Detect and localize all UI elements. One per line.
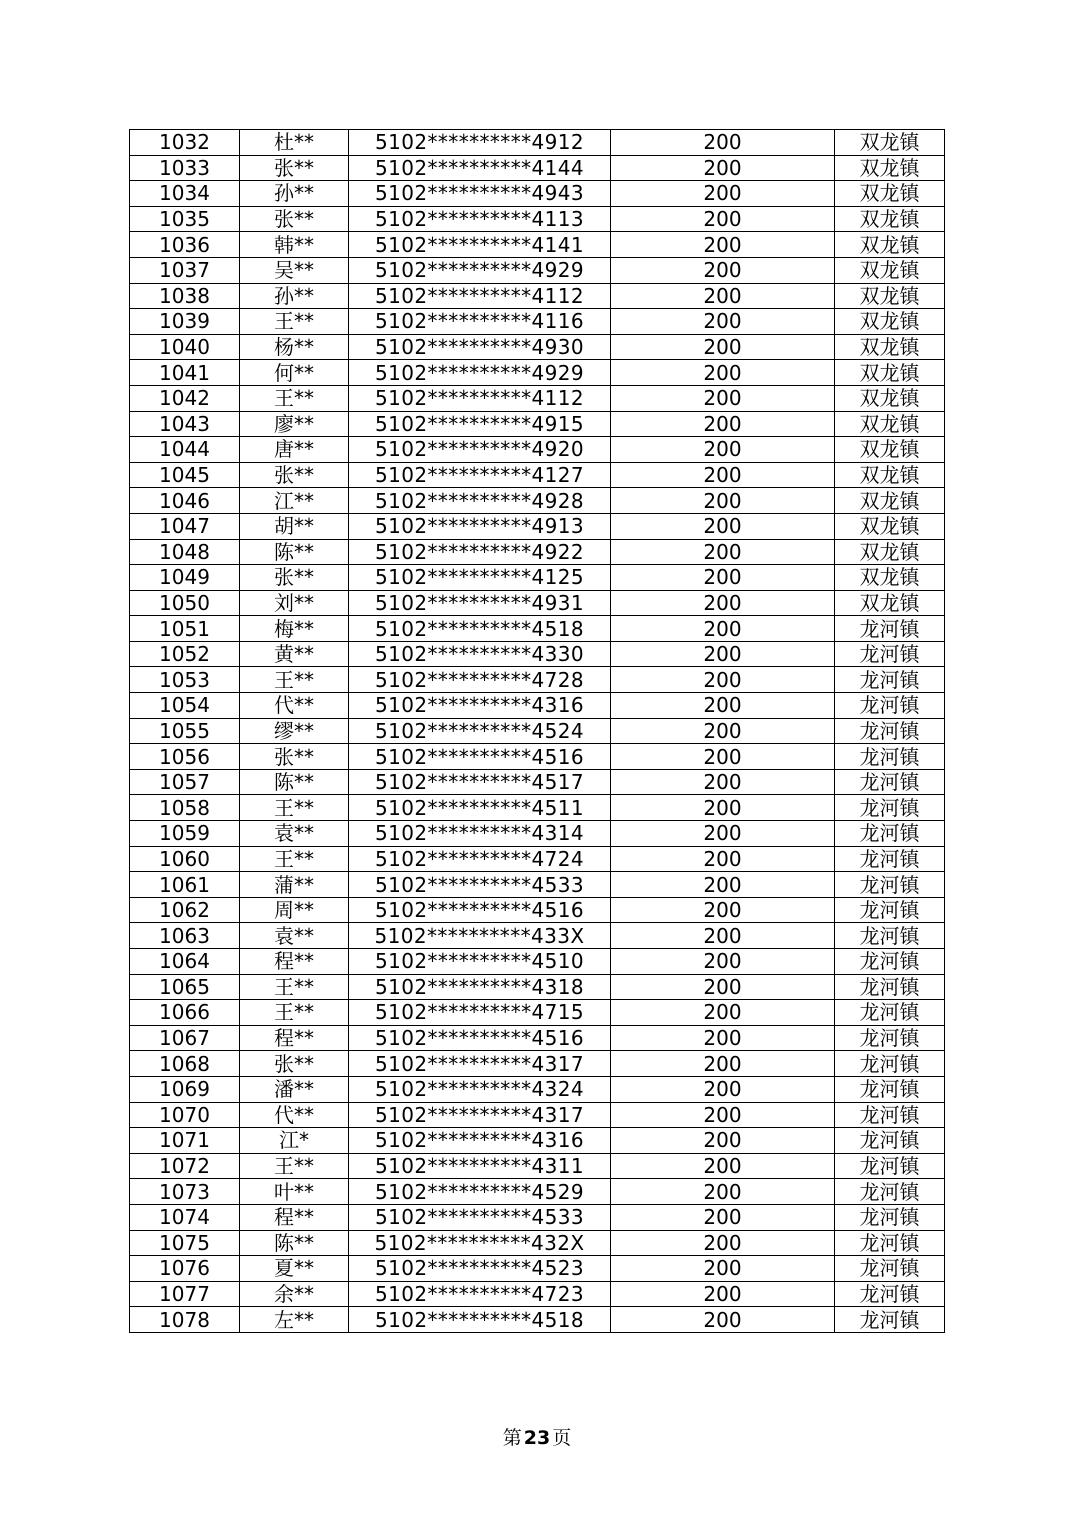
table-row (130, 1281, 945, 1307)
cell-number: 1039 (130, 309, 240, 335)
cell-town: 双龙镇 (835, 360, 945, 386)
cell-number: 1064 (130, 949, 240, 975)
cell-name: 代** (240, 1102, 349, 1128)
cell-name: 周** (240, 897, 349, 923)
cell-name: 蒲** (240, 872, 349, 898)
cell-amount: 200 (611, 360, 835, 386)
cell-amount: 200 (611, 1153, 835, 1179)
cell-name: 程** (240, 1025, 349, 1051)
cell-name: 江* (240, 1128, 349, 1154)
table-row (130, 513, 945, 539)
table-row (130, 411, 945, 437)
cell-id-number: 5102**********4529 (349, 1179, 611, 1205)
cell-amount: 200 (611, 1204, 835, 1230)
cell-id-number: 5102**********4510 (349, 949, 611, 975)
cell-id-number: 5102**********4723 (349, 1281, 611, 1307)
cell-amount: 200 (611, 1051, 835, 1077)
cell-name: 王** (240, 385, 349, 411)
cell-number: 1057 (130, 769, 240, 795)
cell-name: 杨** (240, 334, 349, 360)
cell-number: 1052 (130, 641, 240, 667)
table-row (130, 923, 945, 949)
cell-number: 1059 (130, 821, 240, 847)
table-row (130, 206, 945, 232)
table-row (130, 744, 945, 770)
cell-id-number: 5102**********4127 (349, 462, 611, 488)
cell-amount: 200 (611, 539, 835, 565)
cell-amount: 200 (611, 411, 835, 437)
cell-amount: 200 (611, 1076, 835, 1102)
cell-name: 吴** (240, 257, 349, 283)
cell-town: 龙河镇 (835, 769, 945, 795)
cell-name: 胡** (240, 513, 349, 539)
cell-id-number: 5102**********4523 (349, 1256, 611, 1282)
cell-town: 龙河镇 (835, 1102, 945, 1128)
table-row (130, 769, 945, 795)
cell-amount: 200 (611, 309, 835, 335)
table-row (130, 232, 945, 258)
cell-id-number: 5102**********4317 (349, 1102, 611, 1128)
cell-amount: 200 (611, 437, 835, 463)
cell-id-number: 5102**********4324 (349, 1076, 611, 1102)
cell-id-number: 5102**********4929 (349, 360, 611, 386)
cell-name: 张** (240, 565, 349, 591)
table-row (130, 181, 945, 207)
cell-id-number: 5102**********4317 (349, 1051, 611, 1077)
cell-number: 1047 (130, 513, 240, 539)
cell-name: 缪** (240, 718, 349, 744)
cell-amount: 200 (611, 846, 835, 872)
cell-id-number: 5102**********4728 (349, 667, 611, 693)
table-row (130, 641, 945, 667)
cell-town: 双龙镇 (835, 565, 945, 591)
cell-id-number: 5102**********4112 (349, 385, 611, 411)
cell-number: 1068 (130, 1051, 240, 1077)
cell-town: 龙河镇 (835, 641, 945, 667)
cell-name: 王** (240, 1000, 349, 1026)
cell-amount: 200 (611, 1025, 835, 1051)
cell-amount: 200 (611, 1230, 835, 1256)
cell-id-number: 5102**********4533 (349, 1204, 611, 1230)
cell-amount: 200 (611, 232, 835, 258)
table-row (130, 693, 945, 719)
cell-town: 双龙镇 (835, 539, 945, 565)
table-row (130, 155, 945, 181)
cell-name: 王** (240, 846, 349, 872)
cell-name: 何** (240, 360, 349, 386)
cell-number: 1036 (130, 232, 240, 258)
cell-amount: 200 (611, 462, 835, 488)
cell-id-number: 5102**********4533 (349, 872, 611, 898)
cell-name: 张** (240, 462, 349, 488)
table-row (130, 360, 945, 386)
cell-name: 唐** (240, 437, 349, 463)
cell-name: 张** (240, 1051, 349, 1077)
cell-amount: 200 (611, 1128, 835, 1154)
cell-town: 双龙镇 (835, 411, 945, 437)
cell-town: 龙河镇 (835, 949, 945, 975)
cell-number: 1061 (130, 872, 240, 898)
cell-town: 龙河镇 (835, 1256, 945, 1282)
cell-id-number: 5102**********4511 (349, 795, 611, 821)
cell-town: 龙河镇 (835, 1153, 945, 1179)
cell-town: 龙河镇 (835, 795, 945, 821)
cell-id-number: 5102**********4715 (349, 1000, 611, 1026)
cell-amount: 200 (611, 334, 835, 360)
cell-number: 1038 (130, 283, 240, 309)
cell-number: 1072 (130, 1153, 240, 1179)
cell-town: 龙河镇 (835, 1281, 945, 1307)
cell-name: 余** (240, 1281, 349, 1307)
cell-town: 双龙镇 (835, 385, 945, 411)
cell-id-number: 5102**********4724 (349, 846, 611, 872)
cell-number: 1067 (130, 1025, 240, 1051)
cell-number: 1066 (130, 1000, 240, 1026)
cell-name: 张** (240, 155, 349, 181)
cell-number: 1046 (130, 488, 240, 514)
cell-amount: 200 (611, 1000, 835, 1026)
cell-number: 1076 (130, 1256, 240, 1282)
cell-town: 双龙镇 (835, 232, 945, 258)
cell-town: 双龙镇 (835, 309, 945, 335)
cell-name: 王** (240, 667, 349, 693)
cell-amount: 200 (611, 641, 835, 667)
table-row (130, 897, 945, 923)
cell-id-number: 5102**********4518 (349, 616, 611, 642)
cell-town: 龙河镇 (835, 897, 945, 923)
cell-name: 左** (240, 1307, 349, 1333)
cell-number: 1071 (130, 1128, 240, 1154)
cell-number: 1032 (130, 130, 240, 156)
table-row (130, 1179, 945, 1205)
cell-id-number: 5102**********4518 (349, 1307, 611, 1333)
cell-number: 1044 (130, 437, 240, 463)
table-row (130, 334, 945, 360)
cell-id-number: 5102**********4524 (349, 718, 611, 744)
cell-id-number: 5102**********4311 (349, 1153, 611, 1179)
cell-number: 1060 (130, 846, 240, 872)
cell-town: 双龙镇 (835, 462, 945, 488)
cell-amount: 200 (611, 821, 835, 847)
cell-number: 1074 (130, 1204, 240, 1230)
cell-id-number: 5102**********4318 (349, 974, 611, 1000)
table-row (130, 974, 945, 1000)
cell-number: 1077 (130, 1281, 240, 1307)
table-row (130, 130, 945, 156)
table-row (130, 385, 945, 411)
cell-id-number: 5102**********4113 (349, 206, 611, 232)
table-row (130, 1307, 945, 1333)
cell-amount: 200 (611, 744, 835, 770)
cell-name: 潘** (240, 1076, 349, 1102)
cell-amount: 200 (611, 565, 835, 591)
cell-amount: 200 (611, 385, 835, 411)
cell-amount: 200 (611, 795, 835, 821)
cell-name: 程** (240, 949, 349, 975)
cell-town: 龙河镇 (835, 744, 945, 770)
cell-amount: 200 (611, 181, 835, 207)
table-row (130, 565, 945, 591)
table-row (130, 1076, 945, 1102)
cell-amount: 200 (611, 206, 835, 232)
cell-name: 代** (240, 693, 349, 719)
table-row (130, 1051, 945, 1077)
cell-amount: 200 (611, 130, 835, 156)
cell-amount: 200 (611, 1179, 835, 1205)
cell-id-number: 5102**********4141 (349, 232, 611, 258)
cell-number: 1063 (130, 923, 240, 949)
cell-id-number: 5102**********4943 (349, 181, 611, 207)
cell-id-number: 5102**********4915 (349, 411, 611, 437)
cell-name: 夏** (240, 1256, 349, 1282)
roster-table-body (130, 130, 945, 1333)
cell-name: 孙** (240, 283, 349, 309)
cell-town: 双龙镇 (835, 437, 945, 463)
cell-number: 1075 (130, 1230, 240, 1256)
cell-number: 1045 (130, 462, 240, 488)
cell-town: 双龙镇 (835, 513, 945, 539)
cell-id-number: 5102**********4928 (349, 488, 611, 514)
page-label-suffix: 页 (552, 1427, 572, 1449)
cell-id-number: 5102**********4929 (349, 257, 611, 283)
cell-number: 1056 (130, 744, 240, 770)
cell-id-number: 5102**********4930 (349, 334, 611, 360)
cell-id-number: 5102**********4144 (349, 155, 611, 181)
cell-town: 龙河镇 (835, 974, 945, 1000)
cell-id-number: 5102**********4125 (349, 565, 611, 591)
table-row (130, 437, 945, 463)
cell-name: 王** (240, 974, 349, 1000)
cell-number: 1041 (130, 360, 240, 386)
table-row (130, 949, 945, 975)
cell-town: 双龙镇 (835, 334, 945, 360)
cell-town: 龙河镇 (835, 1051, 945, 1077)
table-row (130, 488, 945, 514)
cell-name: 黄** (240, 641, 349, 667)
cell-number: 1035 (130, 206, 240, 232)
cell-id-number: 5102**********432X (349, 1230, 611, 1256)
cell-id-number: 5102**********4112 (349, 283, 611, 309)
table-row (130, 872, 945, 898)
cell-town: 龙河镇 (835, 1025, 945, 1051)
cell-amount: 200 (611, 1307, 835, 1333)
cell-amount: 200 (611, 693, 835, 719)
table-row (130, 1000, 945, 1026)
cell-town: 双龙镇 (835, 590, 945, 616)
cell-town: 龙河镇 (835, 846, 945, 872)
cell-town: 双龙镇 (835, 257, 945, 283)
cell-number: 1050 (130, 590, 240, 616)
cell-amount: 200 (611, 488, 835, 514)
cell-id-number: 5102**********4316 (349, 1128, 611, 1154)
cell-town: 龙河镇 (835, 1204, 945, 1230)
cell-name: 韩** (240, 232, 349, 258)
cell-town: 双龙镇 (835, 130, 945, 156)
cell-name: 陈** (240, 539, 349, 565)
cell-amount: 200 (611, 667, 835, 693)
page-label-prefix: 第 (502, 1427, 522, 1449)
cell-town: 双龙镇 (835, 488, 945, 514)
page-number: 23 (523, 1427, 551, 1449)
cell-id-number: 5102**********4922 (349, 539, 611, 565)
cell-number: 1055 (130, 718, 240, 744)
cell-town: 双龙镇 (835, 283, 945, 309)
table-row (130, 309, 945, 335)
cell-id-number: 5102**********4931 (349, 590, 611, 616)
cell-number: 1042 (130, 385, 240, 411)
cell-name: 梅** (240, 616, 349, 642)
cell-id-number: 5102**********4912 (349, 130, 611, 156)
table-row (130, 718, 945, 744)
cell-name: 王** (240, 795, 349, 821)
cell-town: 龙河镇 (835, 693, 945, 719)
cell-amount: 200 (611, 257, 835, 283)
cell-town: 龙河镇 (835, 1307, 945, 1333)
table-row (130, 1204, 945, 1230)
cell-amount: 200 (611, 769, 835, 795)
cell-number: 1069 (130, 1076, 240, 1102)
cell-id-number: 5102**********4516 (349, 744, 611, 770)
cell-town: 双龙镇 (835, 181, 945, 207)
cell-amount: 200 (611, 949, 835, 975)
cell-id-number: 5102**********433X (349, 923, 611, 949)
cell-id-number: 5102**********4516 (349, 897, 611, 923)
table-row (130, 283, 945, 309)
cell-name: 程** (240, 1204, 349, 1230)
table-row (130, 462, 945, 488)
cell-amount: 200 (611, 718, 835, 744)
cell-number: 1073 (130, 1179, 240, 1205)
cell-name: 王** (240, 309, 349, 335)
cell-town: 龙河镇 (835, 821, 945, 847)
cell-id-number: 5102**********4314 (349, 821, 611, 847)
cell-town: 龙河镇 (835, 872, 945, 898)
cell-town: 龙河镇 (835, 1230, 945, 1256)
cell-town: 龙河镇 (835, 667, 945, 693)
cell-name: 袁** (240, 821, 349, 847)
cell-amount: 200 (611, 1281, 835, 1307)
cell-number: 1058 (130, 795, 240, 821)
cell-number: 1062 (130, 897, 240, 923)
table-row (130, 1256, 945, 1282)
cell-id-number: 5102**********4913 (349, 513, 611, 539)
cell-amount: 200 (611, 513, 835, 539)
cell-town: 龙河镇 (835, 1128, 945, 1154)
cell-name: 杜** (240, 130, 349, 156)
cell-town: 龙河镇 (835, 923, 945, 949)
cell-town: 龙河镇 (835, 1076, 945, 1102)
cell-name: 王** (240, 1153, 349, 1179)
cell-id-number: 5102**********4116 (349, 309, 611, 335)
table-row (130, 616, 945, 642)
cell-town: 龙河镇 (835, 616, 945, 642)
cell-name: 孙** (240, 181, 349, 207)
table-row (130, 1025, 945, 1051)
roster-table (129, 129, 945, 1333)
cell-amount: 200 (611, 974, 835, 1000)
cell-town: 龙河镇 (835, 1000, 945, 1026)
table-row (130, 539, 945, 565)
cell-number: 1034 (130, 181, 240, 207)
table-row (130, 821, 945, 847)
cell-amount: 200 (611, 872, 835, 898)
cell-town: 龙河镇 (835, 1179, 945, 1205)
cell-number: 1078 (130, 1307, 240, 1333)
cell-name: 陈** (240, 769, 349, 795)
cell-name: 张** (240, 744, 349, 770)
cell-number: 1037 (130, 257, 240, 283)
cell-town: 双龙镇 (835, 155, 945, 181)
cell-number: 1043 (130, 411, 240, 437)
table-row (130, 1230, 945, 1256)
cell-name: 叶** (240, 1179, 349, 1205)
cell-number: 1065 (130, 974, 240, 1000)
cell-name: 江** (240, 488, 349, 514)
cell-id-number: 5102**********4330 (349, 641, 611, 667)
cell-amount: 200 (611, 283, 835, 309)
cell-name: 廖** (240, 411, 349, 437)
cell-number: 1051 (130, 616, 240, 642)
table-row (130, 590, 945, 616)
cell-number: 1048 (130, 539, 240, 565)
table-row (130, 1102, 945, 1128)
table-row (130, 257, 945, 283)
cell-id-number: 5102**********4516 (349, 1025, 611, 1051)
cell-id-number: 5102**********4920 (349, 437, 611, 463)
cell-number: 1054 (130, 693, 240, 719)
page-footer (0, 1426, 1074, 1450)
cell-town: 龙河镇 (835, 718, 945, 744)
cell-amount: 200 (611, 155, 835, 181)
cell-number: 1049 (130, 565, 240, 591)
cell-number: 1070 (130, 1102, 240, 1128)
table-row (130, 1128, 945, 1154)
cell-amount: 200 (611, 590, 835, 616)
cell-id-number: 5102**********4517 (349, 769, 611, 795)
cell-name: 张** (240, 206, 349, 232)
cell-amount: 200 (611, 897, 835, 923)
cell-name: 陈** (240, 1230, 349, 1256)
cell-amount: 200 (611, 923, 835, 949)
cell-number: 1053 (130, 667, 240, 693)
cell-amount: 200 (611, 1256, 835, 1282)
table-row (130, 667, 945, 693)
cell-name: 袁** (240, 923, 349, 949)
cell-name: 刘** (240, 590, 349, 616)
cell-town: 双龙镇 (835, 206, 945, 232)
table-row (130, 795, 945, 821)
cell-number: 1040 (130, 334, 240, 360)
cell-amount: 200 (611, 616, 835, 642)
cell-number: 1033 (130, 155, 240, 181)
cell-id-number: 5102**********4316 (349, 693, 611, 719)
table-row (130, 846, 945, 872)
cell-amount: 200 (611, 1102, 835, 1128)
table-row (130, 1153, 945, 1179)
